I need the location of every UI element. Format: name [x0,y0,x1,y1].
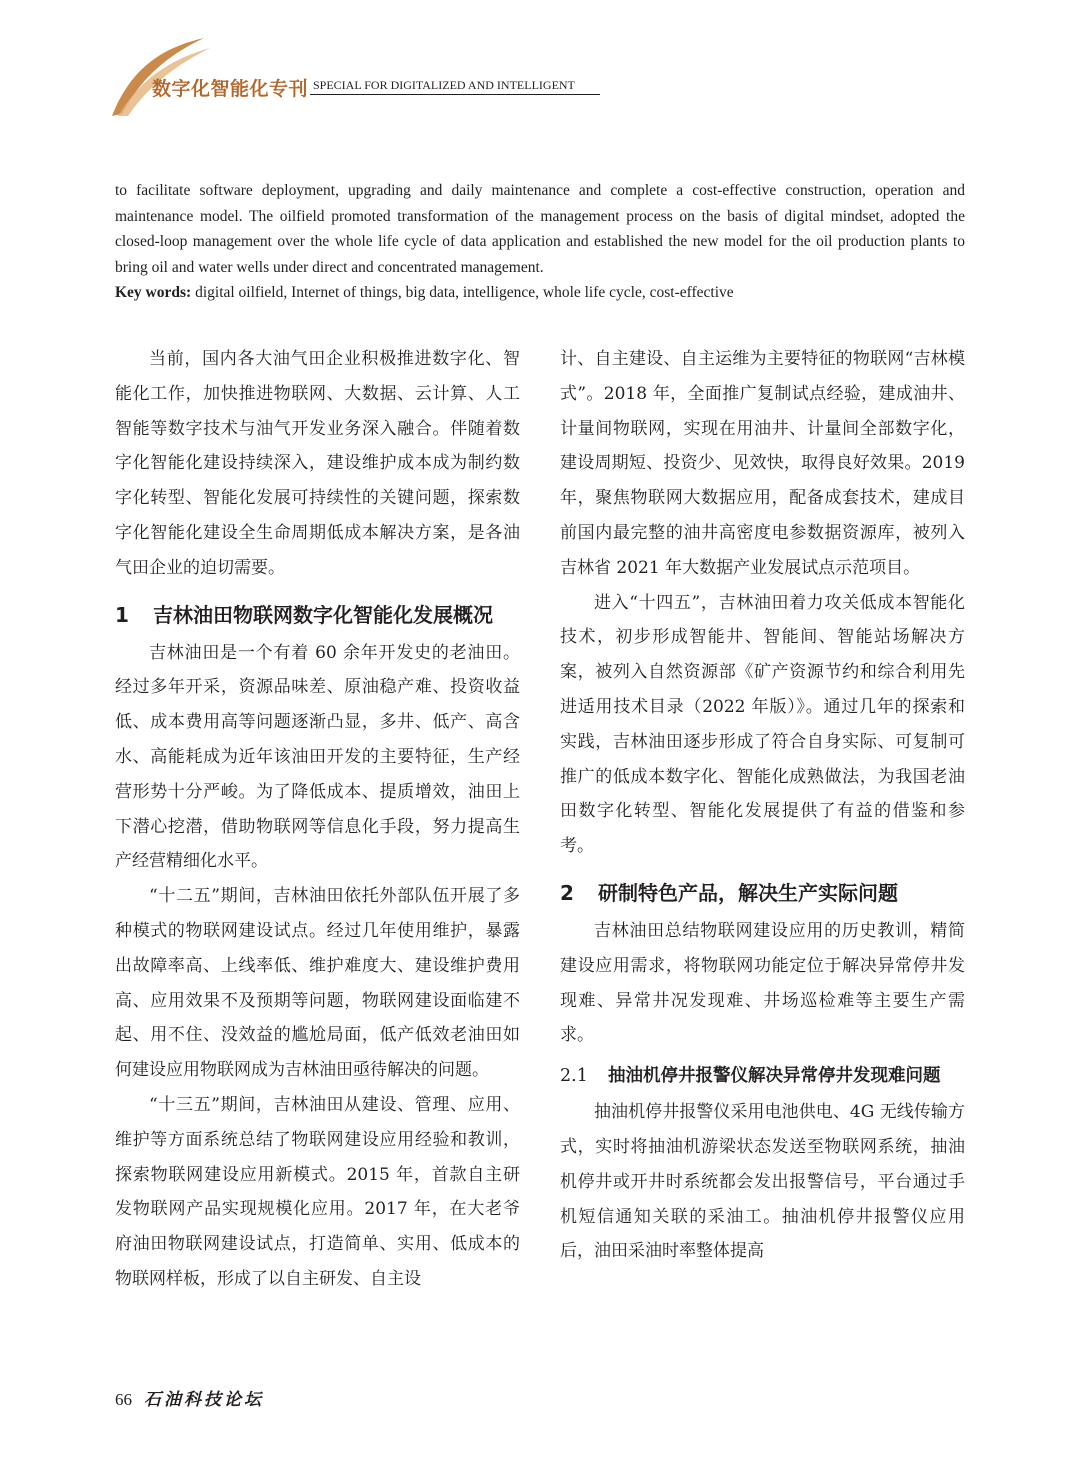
intro-paragraph: 当前，国内各大油气田企业积极推进数字化、智能化工作，加快推进物联网、大数据、云计算、人工智能等数字技术与油气开发业务深入融合。伴随着数字化智能化建设持续深入，建设维护成本成为制约数字化转型、智能化发展可持续性的关键问题，探索数字化智能化建设全生命周期低成本解决方案，是各油气田企业的迫切需要。 [115,349,520,578]
keywords [115,280,965,306]
paragraph: 抽油机停井报警仪采用电池供电、4G 无线传输方式，实时将抽油机游梁状态发送至物联网系统，抽油机停井或开井时系统都会发出报警信号，平台通过手机短信通知关联的采油工。抽油机停井报警仪应用后，油田采油时率整体提高 [560,1102,965,1262]
keywords-list: digital oilfield, Internet of things, big data, intelligence, whole life cycle, cost-effective [195,284,734,301]
section-1-title: 吉林油田物联网数字化智能化发展概况 [153,602,493,627]
journal-name: 石油科技论坛 [144,1390,264,1410]
header-title-en: SPECIAL FOR DIGITALIZED AND INTELLIGENT [313,78,575,92]
paragraph: 吉林油田总结物联网建设应用的历史教训，精简建设应用需求，将物联网功能定位于解决异常停井发现难、异常井况发现难、井场巡检难等主要生产需求。 [560,920,965,1046]
paragraph-continued: 计、自主建设、自主运维为主要特征的物联网“吉林模式”。2018 年，全面推广复制试点经验，建成油井、计量间物联网，实现在用油井、计量间全部数字化，建设周期短、投资少、见效快，取得良好效果。2019 年，聚焦物联网大数据应用，配备成套技术，建成目前国内最完整的油井高密度电参数据资源库，被列入吉林省 2021 年大数据产业发展试点示范项目。 [560,349,965,578]
section-2-heading [560,876,965,910]
header-title: 数字化智能化专刊 [152,78,309,100]
section-2-1-title: 抽油机停井报警仪解决异常停井发现难问题 [608,1066,941,1087]
header-rule [310,94,600,95]
keywords-label: Key words: [115,284,192,301]
left-column [115,342,520,1297]
page-number: 66 [115,1390,132,1409]
paragraph: “十三五”期间，吉林油田从建设、管理、应用、维护等方面系统总结了物联网建设应用经验和教训，探索物联网建设应用新模式。2015 年，首款自主研发物联网产品实现规模化应用。2017 年，在大老爷府油田物联网建设试点，打造简单、实用、低成本的物联网样板，形成了以自主研发、自主设 [115,1094,520,1289]
section-2-number: 2 [560,880,574,905]
paragraph: 进入“十四五”，吉林油田着力攻关低成本智能化技术，初步形成智能井、智能间、智能站场解决方案，被列入自然资源部《矿产资源节约和综合利用先进适用技术目录（2022 年版）》。通过几年的探索和实践，吉林油田逐步形成了符合自身实际、可复制可推广的低成本数字化、智能化成熟做法，为我国老油田数字化转型、智能化发展提供了有益的借鉴和参考。 [560,592,965,857]
section-2-title: 研制特色产品，解决生产实际问题 [598,880,898,905]
section-2-1-number: 2.1 [560,1066,588,1087]
paragraph: 吉林油田是一个有着 60 余年开发史的老油田。经过多年开采，资源品味差、原油稳产难、投资收益低、成本费用高等问题逐渐凸显，多井、低产、高含水、高能耗成为近年该油田开发的主要特征，生产经营形势十分严峻。为了降低成本、提质增效，油田上下潜心挖潜，借助物联网等信息化手段，努力提高生产经营精细化水平。 [115,642,520,872]
paragraph: “十二五”期间，吉林油田依托外部队伍开展了多种模式的物联网建设试点。经过几年使用维护，暴露出故障率高、上线率低、维护难度大、建设维护费用高、应用效果不及预期等问题，物联网建设面临建不起、用不住、没效益的尴尬局面，低产低效老油田如何建设应用物联网成为吉林油田亟待解决的问题。 [115,886,520,1081]
page-footer [115,1385,264,1410]
right-column [560,342,965,1269]
section-1-heading [115,598,520,632]
section-2-1-heading [560,1059,965,1093]
abstract-text: to facilitate software deployment, upgrading and daily maintenance and complete a cost-effective construction, operation and maintenance model. The oilfield promoted transformation of the management process on the basis of digital mindset, adopted the closed-loop management over the whole life cycle of data application and established the new model for the oil production plants to bring oil and water wells under direct and concentrated management. [115,182,965,276]
section-1-number: 1 [115,602,129,627]
